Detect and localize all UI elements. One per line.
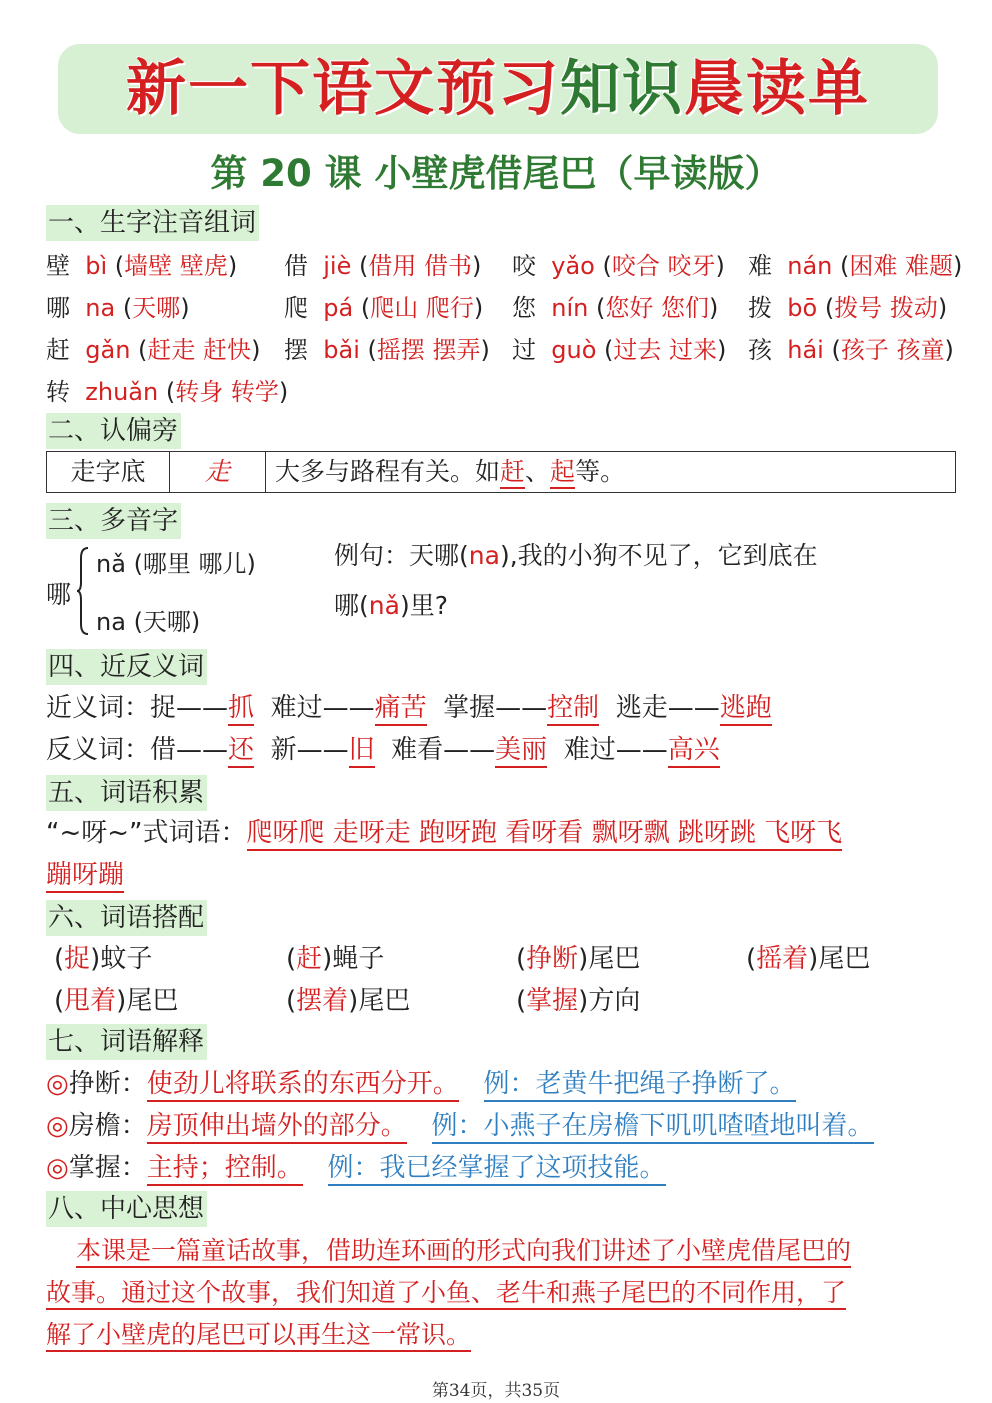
section-heading: 一、生字注音组词	[46, 205, 259, 241]
main-idea-text: 故事。通过这个故事，我们知道了小鱼、老牛和燕子尾巴的不同作用，了	[46, 1278, 846, 1310]
answer: 爬呀爬 走呀走 跑呀跑 看呀看 飘呀飘 跳呀跳 飞呀飞	[247, 818, 843, 851]
paren: (	[54, 986, 65, 1016]
section-heading: 二、认偏旁	[46, 413, 181, 449]
reading-words: (哪里 哪儿)	[133, 550, 256, 578]
meaning: 主持；控制。	[147, 1153, 303, 1186]
page-title	[58, 44, 938, 134]
pinyin: na	[96, 608, 126, 636]
word-group: 拨号 拨动	[834, 294, 938, 322]
collocation-item	[746, 941, 870, 977]
answer: 逃跑	[720, 693, 772, 726]
word-group: 天哪	[132, 294, 181, 322]
radical-sep: 、	[525, 457, 551, 486]
character-entry: 借 jiè (借用 借书)	[284, 252, 482, 280]
paren: (	[286, 986, 297, 1016]
paren: (	[516, 944, 527, 974]
word-group: 墙壁 壁虎	[124, 252, 228, 280]
reading-words: (天哪)	[133, 608, 201, 636]
term: 挣断：	[68, 1069, 147, 1099]
answer: 赶	[296, 944, 323, 974]
example: 例：我已经掌握了这项技能。	[328, 1153, 666, 1186]
pinyin: nǎ	[96, 550, 126, 578]
paren: )	[322, 944, 333, 974]
word-group: 您好 您们	[605, 294, 709, 322]
word-group: 过去 过来	[613, 336, 718, 364]
radical-example: 赶	[500, 457, 525, 489]
pinyin: nín	[551, 294, 589, 322]
pinyin: bì	[85, 252, 108, 280]
example: 例：小燕子在房檐下叽叽喳喳地叫着。	[432, 1111, 874, 1144]
word-group: 借用 借书	[368, 252, 473, 280]
row-label: “~呀~”式词语：	[46, 818, 247, 848]
radical-desc-suffix: 等。	[575, 457, 626, 486]
title-part1: 新一下语文预习	[126, 54, 560, 124]
character: 拨	[748, 294, 772, 322]
paren: (	[746, 944, 757, 974]
word: 方向	[588, 986, 641, 1016]
character-entry: 爬 pá (爬山 爬行)	[284, 294, 484, 322]
word-group: 转身 转学	[175, 378, 279, 406]
example: 例：老黄牛把绳子挣断了。	[484, 1069, 796, 1102]
pinyin: hái	[787, 336, 824, 364]
word-group: 爬山 爬行	[370, 294, 474, 322]
radical-name: 走字底	[47, 452, 170, 492]
example-text: ),我的小狗不见了，它到底在	[499, 541, 818, 570]
answer: 高兴	[668, 735, 720, 768]
character-entry: 壁 bì (墙壁 壁虎)	[46, 252, 238, 280]
collocation-item	[516, 983, 640, 1019]
answer: 挣断	[526, 944, 579, 974]
character: 难	[748, 252, 772, 280]
word: 难过——	[563, 735, 668, 765]
character: 壁	[46, 252, 70, 280]
accumulation-row	[46, 857, 124, 893]
bullet-icon: ◎	[46, 1111, 69, 1141]
character: 孩	[748, 336, 772, 364]
character: 转	[46, 378, 70, 406]
term: 掌握：	[68, 1153, 147, 1183]
term: 房檐：	[68, 1111, 147, 1141]
main-idea-line	[46, 1275, 846, 1311]
collocation-item	[54, 983, 178, 1019]
answer: 掌握	[526, 986, 579, 1016]
synonym-row	[46, 690, 772, 726]
title-part3: 晨读单	[684, 54, 870, 124]
pinyin: na	[85, 294, 116, 322]
row-label: 近义词：	[46, 693, 151, 723]
answer: 捉	[64, 944, 91, 974]
character-entry: 赶 gǎn (赶走 赶快)	[46, 336, 261, 364]
paren: (	[54, 944, 65, 974]
word: 借——	[150, 735, 229, 765]
pinyin: pá	[323, 294, 354, 322]
character: 爬	[284, 294, 308, 322]
radical-table	[46, 451, 956, 493]
section-heading: 七、词语解释	[46, 1024, 207, 1060]
collocation-item	[286, 941, 384, 977]
word: 捉——	[150, 693, 229, 723]
answer: 控制	[547, 693, 599, 726]
meaning: 房顶伸出墙外的部分。	[147, 1111, 407, 1144]
paren: )	[116, 986, 127, 1016]
bullet-icon: ◎	[46, 1069, 69, 1099]
main-idea-text: 本课是一篇童话故事，借助连环画的形式向我们讲述了小壁虎借尾巴的	[76, 1236, 851, 1268]
paren: (	[286, 944, 297, 974]
radical-description	[275, 452, 945, 492]
pinyin: jiè	[323, 252, 352, 280]
pinyin: nán	[787, 252, 833, 280]
explanation-row	[46, 1066, 796, 1102]
word: 难过——	[270, 693, 375, 723]
character: 您	[512, 294, 536, 322]
main-idea-text: 解了小壁虎的尾巴可以再生这一常识。	[46, 1320, 471, 1352]
character-entry: 转 zhuǎn (转身 转学)	[46, 378, 289, 406]
section-heading: 四、近反义词	[46, 649, 207, 685]
paren: )	[808, 944, 819, 974]
pinyin: bǎi	[323, 336, 360, 364]
page-number: 第34页，共35页	[431, 1381, 561, 1401]
word: 尾巴	[126, 986, 179, 1016]
polyphone-reading	[96, 604, 200, 640]
character-entry: 难 nán (困难 难题)	[748, 252, 963, 280]
character-entry: 拨 bō (拨号 拨动)	[748, 294, 948, 322]
title-part2: 知识	[560, 54, 684, 124]
radical-glyph: 走	[170, 452, 266, 492]
character: 哪	[46, 294, 70, 322]
example-sentence	[334, 538, 818, 574]
antonym-row	[46, 732, 720, 768]
word: 尾巴	[588, 944, 641, 974]
example-text: 例句：天哪(	[334, 541, 469, 570]
answer: 痛苦	[375, 693, 427, 726]
section-heading: 三、多音字	[46, 503, 181, 539]
brace-icon	[76, 546, 90, 636]
character-entry: 过 guò (过去 过来)	[512, 336, 727, 364]
answer: 摇着	[756, 944, 809, 974]
word: 难看——	[391, 735, 496, 765]
paren: )	[578, 944, 589, 974]
main-idea-line	[46, 1317, 471, 1353]
answer: 抓	[228, 693, 254, 726]
word: 尾巴	[818, 944, 871, 974]
answer: 美丽	[495, 735, 547, 768]
character: 过	[512, 336, 536, 364]
pinyin: gǎn	[85, 336, 131, 364]
section-heading: 八、中心思想	[46, 1191, 207, 1227]
word-group: 孩子 孩童	[840, 336, 945, 364]
character-entry: 您 nín (您好 您们)	[512, 294, 719, 322]
word: 尾巴	[358, 986, 411, 1016]
character-entry: 咬 yǎo (咬合 咬牙)	[512, 252, 725, 280]
radical-example: 起	[550, 457, 575, 489]
section-heading: 五、词语积累	[46, 775, 207, 811]
word-group: 赶走 赶快	[147, 336, 252, 364]
character-entry: 摆 bǎi (摇摆 摆弄)	[284, 336, 490, 364]
character-entry: 哪 na (天哪)	[46, 294, 190, 322]
row-label: 反义词：	[46, 735, 151, 765]
pinyin: yǎo	[551, 252, 595, 280]
word: 蚊子	[100, 944, 153, 974]
word: 蝇子	[332, 944, 385, 974]
explanation-row	[46, 1150, 666, 1186]
character: 摆	[284, 336, 308, 364]
section-heading: 六、词语搭配	[46, 900, 207, 936]
polyphone-reading	[96, 546, 256, 582]
character-entry: 孩 hái (孩子 孩童)	[748, 336, 954, 364]
paren: (	[516, 986, 527, 1016]
lesson-title: 第 20 课 小壁虎借尾巴（早读版）	[210, 152, 782, 195]
answer: 摆着	[296, 986, 349, 1016]
word-group: 咬合 咬牙	[611, 252, 716, 280]
radical-desc-prefix: 大多与路程有关。如	[275, 457, 501, 486]
meaning: 使劲儿将联系的东西分开。	[147, 1069, 459, 1102]
answer: 旧	[349, 735, 375, 768]
example-sentence	[334, 588, 448, 624]
paren: )	[578, 986, 589, 1016]
character: 借	[284, 252, 308, 280]
example-text: )里?	[399, 591, 448, 620]
word: 掌握——	[443, 693, 548, 723]
main-idea-line	[76, 1233, 851, 1269]
character: 咬	[512, 252, 536, 280]
pinyin: zhuǎn	[85, 378, 159, 406]
pinyin: na	[468, 541, 500, 570]
pinyin: guò	[551, 336, 597, 364]
example-text: 哪(	[334, 591, 369, 620]
collocation-item	[516, 941, 640, 977]
pinyin: nǎ	[368, 591, 400, 620]
word-group: 摇摆 摆弄	[376, 336, 481, 364]
word: 逃走——	[615, 693, 720, 723]
collocation-item	[286, 983, 410, 1019]
pinyin: bō	[787, 294, 818, 322]
paren: )	[348, 986, 359, 1016]
bullet-icon: ◎	[46, 1153, 69, 1183]
word-group: 困难 难题	[849, 252, 954, 280]
explanation-row	[46, 1108, 874, 1144]
answer: 还	[228, 735, 254, 768]
character: 赶	[46, 336, 70, 364]
paren: )	[90, 944, 101, 974]
collocation-item	[54, 941, 152, 977]
answer: 蹦呀蹦	[46, 860, 124, 893]
accumulation-row	[46, 815, 842, 851]
word: 新——	[270, 735, 349, 765]
answer: 甩着	[64, 986, 117, 1016]
polyphone-char: 哪	[46, 580, 72, 609]
